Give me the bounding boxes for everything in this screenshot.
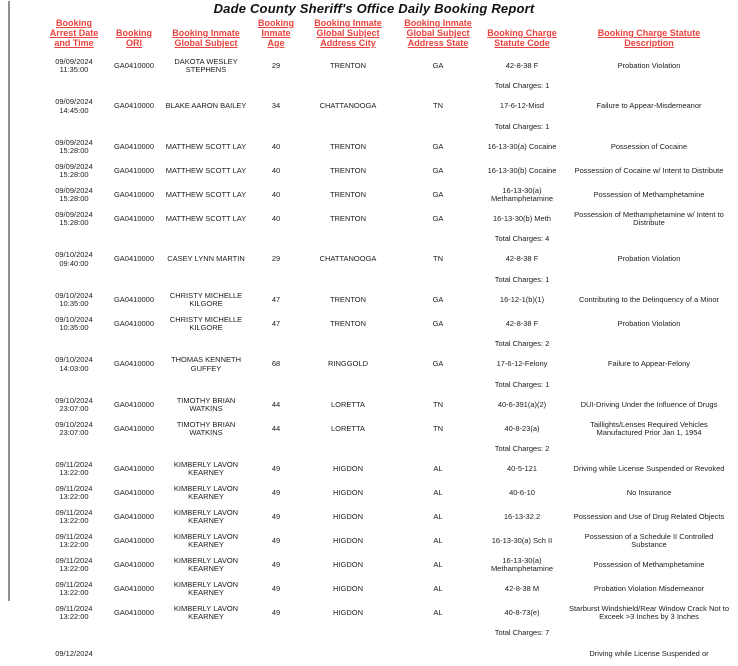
- charge-description: No Insurance: [626, 488, 672, 498]
- inmate-name: CHRISTY MICHELLE KILGORE: [169, 314, 243, 333]
- inmate-age: 49: [271, 608, 281, 618]
- charge-row: [38, 208, 732, 232]
- arrest-date: 09/11/2024: [55, 531, 93, 541]
- address-city: TRENTON: [329, 213, 367, 223]
- column-header-line: Booking Inmate: [314, 18, 382, 28]
- address-city: LORETTA: [330, 423, 366, 433]
- booking-ori: GA0410000: [113, 189, 155, 199]
- arrest-datetime-cell: [38, 533, 110, 550]
- statute-code: 40-6-10: [509, 488, 535, 498]
- arrest-time: 10:35:00: [59, 299, 89, 309]
- statute-code: 17-6-12-Misd: [499, 101, 545, 111]
- column-header-line: Booking: [258, 18, 294, 28]
- total-charges-row: [38, 272, 732, 288]
- arrest-datetime-cell: [38, 557, 110, 574]
- arrest-datetime-cell: [38, 292, 110, 309]
- inmate-age: 44: [271, 399, 281, 409]
- inmate-age: 29: [271, 254, 281, 264]
- address-city: TRENTON: [329, 141, 367, 151]
- inmate-age: 29: [271, 60, 281, 70]
- arrest-date: 09/11/2024: [55, 459, 93, 469]
- statute-code: 16-13-30(a) Methamphetamine: [490, 555, 554, 574]
- booking-ori: GA0410000: [113, 294, 155, 304]
- inmate-name: BLAKE AARON BAILEY: [165, 101, 247, 111]
- inmate-age: 68: [271, 359, 281, 369]
- total-charges-label: Total Charges: 1: [494, 81, 550, 91]
- charge-row: [38, 248, 732, 272]
- booking-ori: GA0410000: [113, 536, 155, 546]
- arrest-datetime-cell: [38, 187, 110, 204]
- inmate-age: 49: [271, 512, 281, 522]
- charge-description: Possession of a Schedule II Controlled Substance: [584, 531, 714, 550]
- address-state: GA: [432, 189, 444, 199]
- total-charges-row: [38, 626, 732, 642]
- column-header-line: Booking: [116, 27, 152, 38]
- address-city: HIGDON: [333, 560, 363, 570]
- booking-ori: GA0410000: [113, 560, 155, 570]
- booking-ori: GA0410000: [113, 213, 155, 223]
- charge-description: Failure to Appear-Felony: [607, 359, 691, 369]
- arrest-date: 09/10/2024: [55, 250, 93, 260]
- address-city: HIGDON: [333, 464, 363, 474]
- charge-row: [38, 393, 732, 417]
- address-state: GA: [432, 294, 444, 304]
- inmate-name: KIMBERLY LAVON KEARNEY: [173, 555, 239, 574]
- statute-code: 42-8-38 F: [505, 254, 539, 264]
- address-city: TRENTON: [329, 189, 367, 199]
- total-charges-row: [38, 119, 732, 135]
- booking-ori: GA0410000: [113, 584, 155, 594]
- arrest-datetime-cell: [38, 98, 110, 115]
- statute-code: 16-13-30(a) Sch II: [491, 536, 553, 546]
- address-state: GA: [432, 60, 444, 70]
- statute-code: 16-12-1(b)(1): [499, 294, 545, 304]
- inmate-age: 47: [271, 294, 281, 304]
- statute-code: 16-13-30(a) Methamphetamine: [490, 185, 554, 204]
- statute-code: 17-6-12-Felony: [496, 359, 548, 369]
- arrest-datetime-cell: [38, 316, 110, 333]
- address-state: TN: [433, 399, 443, 409]
- address-state: AL: [433, 560, 443, 570]
- charge-row: [38, 578, 732, 602]
- inmate-name: KIMBERLY LAVON KEARNEY: [173, 531, 239, 550]
- inmate-name: DAKOTA WESLEY STEPHENS: [174, 56, 238, 75]
- address-state: GA: [432, 213, 444, 223]
- inmate-age: 49: [271, 584, 281, 594]
- address-state: GA: [432, 359, 444, 369]
- arrest-datetime-cell: [38, 581, 110, 598]
- arrest-time: 09:40:00: [59, 258, 89, 268]
- inmate-name: CHRISTY MICHELLE KILGORE: [169, 290, 243, 309]
- statute-code: 16-13-32.2: [503, 512, 541, 522]
- charge-row: [38, 458, 732, 482]
- charge-description: Possession of Cocaine w/ Intent to Distribute: [574, 165, 724, 175]
- address-state: AL: [433, 584, 443, 594]
- arrest-date: 09/12/2024: [55, 648, 93, 658]
- address-city: HIGDON: [333, 488, 363, 498]
- total-charges-label: Total Charges: 7: [494, 628, 550, 638]
- statute-code: 16-13-30(b) Cocaine: [487, 165, 557, 175]
- arrest-datetime-cell: [38, 163, 110, 180]
- inmate-name: THOMAS KENNETH GUFFEY: [170, 355, 241, 373]
- statute-code: 16-13-30(a) Cocaine: [487, 141, 557, 151]
- arrest-time: 11:35:00: [59, 65, 89, 75]
- statute-code: 42-8-38 M: [504, 584, 540, 594]
- arrest-date: 09/11/2024: [55, 555, 93, 565]
- total-charges-label: Total Charges: 1: [494, 274, 550, 284]
- address-city: TRENTON: [329, 165, 367, 175]
- inmate-name: MATTHEW SCOTT LAY: [165, 141, 247, 151]
- booking-ori: GA0410000: [113, 399, 155, 409]
- booking-ori: GA0410000: [113, 60, 155, 70]
- address-city: TRENTON: [329, 318, 367, 328]
- arrest-datetime-cell: [38, 421, 110, 438]
- total-charges-row: [38, 337, 732, 353]
- address-state: AL: [433, 488, 443, 498]
- arrest-time: 15:28:00: [59, 194, 89, 204]
- charge-description: Contributing to the Delinquency of a Minor: [578, 294, 720, 304]
- booking-ori: GA0410000: [113, 318, 155, 328]
- inmate-age: 49: [271, 488, 281, 498]
- charge-row: [38, 602, 732, 626]
- address-city: TRENTON: [329, 60, 367, 70]
- arrest-time: 13:22:00: [59, 612, 89, 622]
- arrest-date: 09/10/2024: [55, 290, 93, 300]
- arrest-datetime-cell: [38, 356, 110, 373]
- column-header-line: Global Subject: [174, 37, 238, 48]
- statute-code: 40-8-23(a): [504, 423, 540, 433]
- column-header-line: and Time: [54, 37, 94, 48]
- inmate-name: KIMBERLY LAVON KEARNEY: [173, 483, 239, 502]
- charge-description: Probation Violation: [617, 60, 681, 70]
- charge-description: Possession of Methamphetamine: [593, 560, 705, 570]
- arrest-datetime-cell: [38, 251, 110, 268]
- arrest-time: 23:07:00: [59, 427, 89, 437]
- charge-description: Possession and Use of Drug Related Objects: [573, 512, 725, 522]
- booking-ori: GA0410000: [113, 359, 155, 369]
- address-city: HIGDON: [333, 512, 363, 522]
- arrest-time: 15:28:00: [59, 218, 89, 228]
- charge-row: [38, 136, 732, 160]
- inmate-name: MATTHEW SCOTT LAY: [165, 213, 247, 223]
- inmate-age: 40: [271, 189, 281, 199]
- column-header-line: Booking Charge: [487, 27, 557, 38]
- booking-ori: GA0410000: [113, 608, 155, 618]
- address-state: AL: [433, 608, 443, 618]
- charge-description: Probation Violation Misdemeanor: [593, 584, 705, 594]
- address-city: HIGDON: [333, 608, 363, 618]
- arrest-datetime-cell: [38, 605, 110, 622]
- arrest-datetime-cell: [38, 397, 110, 414]
- arrest-datetime-cell: [38, 509, 110, 526]
- booking-ori: GA0410000: [113, 464, 155, 474]
- statute-code: 40-5-121: [506, 464, 538, 474]
- booking-ori: GA0410000: [113, 254, 155, 264]
- arrest-date: 09/09/2024: [55, 137, 93, 147]
- report-title: Dade County Sheriff's Office Daily Booking Report: [213, 1, 535, 16]
- inmate-age: 49: [271, 560, 281, 570]
- charge-row: [38, 417, 732, 441]
- column-header-line: Booking: [56, 18, 92, 28]
- address-city: RINGGOLD: [327, 359, 368, 369]
- charge-row: [38, 554, 732, 578]
- inmate-name: TIMOTHY BRIAN WATKINS: [176, 419, 236, 437]
- address-state: GA: [432, 318, 444, 328]
- column-header-line: ORI: [125, 37, 142, 48]
- arrest-datetime-cell: [38, 485, 110, 502]
- charge-row: [38, 482, 732, 506]
- inmate-age: 34: [271, 101, 281, 111]
- inmate-name: TIMOTHY BRIAN WATKINS: [176, 395, 236, 413]
- arrest-time: 13:22:00: [59, 540, 89, 550]
- total-charges-label: Total Charges: 2: [494, 339, 550, 349]
- total-charges-row: [38, 377, 732, 393]
- inmate-name: KIMBERLY LAVON KEARNEY: [173, 507, 239, 526]
- booking-ori: GA0410000: [113, 165, 155, 175]
- total-charges-label: Total Charges: 4: [494, 234, 550, 244]
- inmate-age: 40: [271, 165, 281, 175]
- column-header-line: Address City: [320, 37, 376, 48]
- column-header-statute[interactable]: [478, 29, 566, 49]
- inmate-age: 49: [271, 464, 281, 474]
- total-charges-label: Total Charges: 2: [494, 443, 550, 453]
- statute-code: 40-8-73(e): [504, 608, 540, 618]
- arrest-datetime-cell: [38, 58, 110, 75]
- arrest-datetime-cell: [38, 211, 110, 228]
- charge-row: [38, 95, 732, 119]
- address-state: AL: [433, 536, 443, 546]
- charge-description: Starburst Windshield/Rear Window Crack Not to Exceek >3 Inches by 3 Inches: [568, 603, 730, 622]
- inmate-name: MATTHEW SCOTT LAY: [165, 189, 247, 199]
- report-page: [8, 1, 738, 658]
- charge-row: [38, 353, 732, 377]
- charge-row: [38, 55, 732, 79]
- arrest-date: 09/09/2024: [55, 56, 93, 66]
- booking-ori: GA0410000: [113, 512, 155, 522]
- arrest-date: 09/09/2024: [55, 185, 93, 195]
- statute-code: 16-13-30(b) Meth: [493, 213, 551, 223]
- arrest-time: 10:35:00: [59, 323, 89, 333]
- inmate-name: KIMBERLY LAVON KEARNEY: [173, 603, 239, 622]
- column-header-line: Statute Code: [494, 37, 550, 48]
- inmate-age: 40: [271, 213, 281, 223]
- column-header-line: Description: [624, 37, 674, 48]
- arrest-time: 13:22:00: [59, 468, 89, 478]
- arrest-time: 23:07:00: [59, 403, 89, 413]
- inmate-name: MATTHEW SCOTT LAY: [165, 165, 247, 175]
- charge-description: DUI-Driving Under the Influence of Drugs: [580, 399, 718, 409]
- arrest-date: 09/11/2024: [55, 507, 93, 517]
- arrest-time: 13:22:00: [59, 564, 89, 574]
- arrest-date: 09/10/2024: [55, 395, 93, 405]
- total-charges-row: [38, 79, 732, 95]
- column-header-line: Booking Inmate: [172, 27, 240, 38]
- column-header-line: Global Subject: [406, 27, 470, 38]
- address-city: CHATTANOOGA: [319, 254, 377, 264]
- table-body: [38, 55, 732, 666]
- address-state: TN: [433, 254, 443, 264]
- address-state: AL: [433, 512, 443, 522]
- arrest-datetime-cell: [38, 461, 110, 478]
- charge-description: Possession of Cocaine: [610, 141, 688, 151]
- charge-row: [38, 506, 732, 530]
- statute-code: 42-8-38 F: [505, 60, 539, 70]
- booking-report-table: [38, 19, 732, 666]
- arrest-date: 09/09/2024: [55, 209, 93, 219]
- column-header-name[interactable]: [158, 29, 254, 49]
- address-city: HIGDON: [333, 584, 363, 594]
- column-header-line: Booking Inmate: [404, 18, 472, 28]
- total-charges-row: [38, 441, 732, 457]
- booking-ori: GA0410000: [113, 141, 155, 151]
- column-header-line: Address State: [407, 37, 469, 48]
- arrest-date: 09/10/2024: [55, 314, 93, 324]
- arrest-date: 09/11/2024: [55, 483, 93, 493]
- inmate-age: 47: [271, 318, 281, 328]
- statute-code: 42-8-38 F: [505, 318, 539, 328]
- column-header-line: Booking Charge Statute: [597, 27, 701, 38]
- arrest-date: 09/10/2024: [55, 355, 93, 365]
- charge-description: Driving while License Suspended or Revoked: [573, 464, 725, 474]
- inmate-name: KIMBERLY LAVON KEARNEY: [173, 459, 239, 478]
- inmate-name: KIMBERLY LAVON KEARNEY: [173, 579, 239, 598]
- address-state: TN: [433, 101, 443, 111]
- arrest-time: 14:45:00: [59, 105, 89, 115]
- address-state: GA: [432, 165, 444, 175]
- charge-row: [38, 160, 732, 184]
- address-city: HIGDON: [333, 536, 363, 546]
- arrest-time: 13:22:00: [59, 516, 89, 526]
- charge-description: Probation Violation: [617, 318, 681, 328]
- arrest-time: 15:28:00: [59, 146, 89, 156]
- charge-row: [38, 530, 732, 554]
- address-state: TN: [433, 423, 443, 433]
- charge-row-partial: [38, 642, 732, 666]
- arrest-date: 09/11/2024: [55, 579, 93, 589]
- statute-code: 40-6-391(a)(2): [497, 399, 547, 409]
- charge-description: Possession of Methamphetamine: [593, 189, 705, 199]
- booking-ori: GA0410000: [113, 101, 155, 111]
- column-header-line: Arrest Date: [49, 27, 99, 38]
- total-charges-label: Total Charges: 1: [494, 121, 550, 131]
- inmate-name: CASEY LYNN MARTIN: [167, 254, 245, 264]
- inmate-age: 44: [271, 423, 281, 433]
- booking-ori: GA0410000: [113, 488, 155, 498]
- booking-ori: GA0410000: [113, 423, 155, 433]
- total-charges-label: Total Charges: 1: [494, 379, 550, 389]
- charge-row: [38, 184, 732, 208]
- column-header-city[interactable]: [298, 19, 398, 49]
- arrest-datetime-cell: [38, 650, 110, 658]
- charge-description: Driving while License Suspended or: [589, 648, 709, 658]
- arrest-time: 14:03:00: [59, 363, 89, 373]
- address-city: LORETTA: [330, 399, 366, 409]
- arrest-date: 09/09/2024: [55, 97, 93, 107]
- column-header-state[interactable]: [398, 19, 478, 49]
- arrest-date: 09/10/2024: [55, 419, 93, 429]
- charge-description: Probation Violation: [617, 254, 681, 264]
- arrest-time: 15:28:00: [59, 170, 89, 180]
- arrest-datetime-cell: [38, 139, 110, 156]
- arrest-date: 09/09/2024: [55, 161, 93, 171]
- address-state: AL: [433, 464, 443, 474]
- inmate-age: 49: [271, 536, 281, 546]
- address-city: TRENTON: [329, 294, 367, 304]
- table-header-row: [38, 19, 732, 49]
- charge-description: Taillights/Lenses Required Vehicles Manufactured Prior Jan 1, 1954: [590, 419, 708, 437]
- charge-description: Possession of Methamphetamine w/ Intent to Distribute: [574, 209, 724, 228]
- arrest-time: 13:22:00: [59, 588, 89, 598]
- column-header-age[interactable]: [254, 19, 298, 49]
- total-charges-row: [38, 232, 732, 248]
- column-header-line: Global Subject: [316, 27, 380, 38]
- arrest-time: 13:22:00: [59, 492, 89, 502]
- address-state: GA: [432, 141, 444, 151]
- column-header-datetime[interactable]: [38, 19, 110, 49]
- charge-row: [38, 289, 732, 313]
- column-header-description[interactable]: [566, 29, 732, 49]
- charge-row: [38, 313, 732, 337]
- address-city: CHATTANOOGA: [319, 101, 377, 111]
- charge-description: Failure to Appear-Misdemeanor: [596, 101, 702, 111]
- column-header-ori[interactable]: [110, 29, 158, 49]
- arrest-date: 09/11/2024: [55, 603, 93, 613]
- inmate-age: 40: [271, 141, 281, 151]
- column-header-line: Inmate Age: [261, 27, 291, 48]
